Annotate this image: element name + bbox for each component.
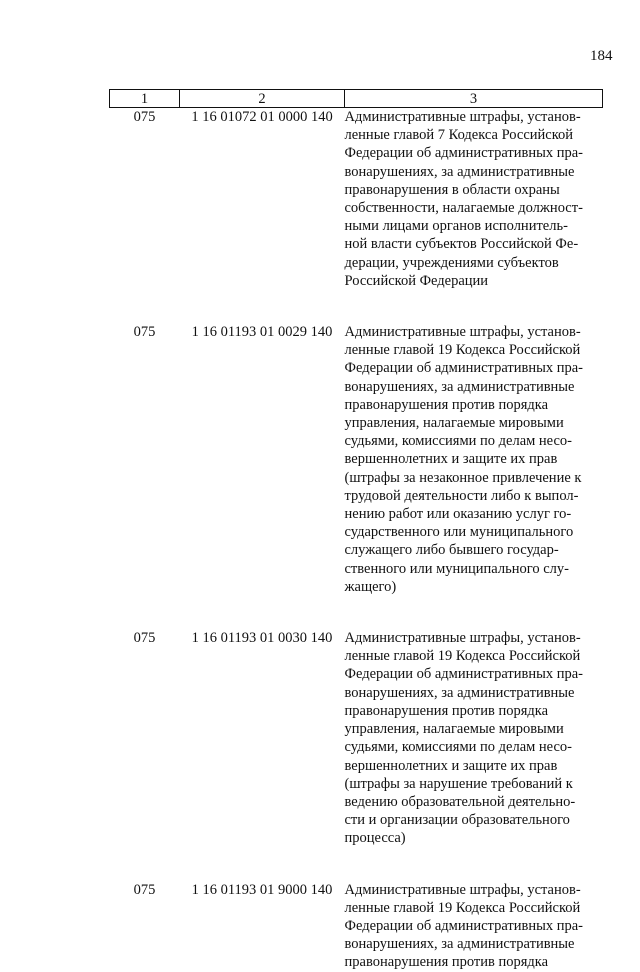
description-line: Российской Федерации xyxy=(344,272,489,289)
budget-code-cell: 1 16 01072 01 0000 140 xyxy=(191,109,333,125)
description-line: управления, налагаемые мировыми xyxy=(344,721,564,738)
description-line: (штрафы за незаконное привлечение к xyxy=(344,469,582,486)
description-line: сударственного или муниципального xyxy=(344,524,574,541)
budget-classification-table xyxy=(109,89,603,972)
description-line: (штрафы за нарушение требований к xyxy=(344,775,573,792)
table-row xyxy=(110,323,603,596)
description-line: правонарушения против порядка xyxy=(344,954,549,971)
row-spacer xyxy=(110,848,603,881)
page-number: 184 xyxy=(590,48,613,64)
admin-code-cell: 075 xyxy=(133,881,156,898)
column-header-1: 1 xyxy=(110,90,180,108)
description-line: Федерации об административных пра- xyxy=(344,360,583,377)
description-line: жащего) xyxy=(344,578,397,595)
description-line: судьями, комиссиями по делам несо- xyxy=(344,739,572,756)
description-line: ной власти субъектов Российской Фе- xyxy=(344,236,579,253)
description-line: ленные главой 19 Кодекса Российской xyxy=(344,648,581,665)
description-line: вонарушениях, за административные xyxy=(344,378,575,395)
description-line: собственности, налагаемые должност- xyxy=(344,200,583,217)
description-line: вонарушениях, за административные xyxy=(344,163,575,180)
description-line: вонарушениях, за административные xyxy=(344,936,575,953)
admin-code-cell: 075 xyxy=(133,324,156,341)
description-line: ленные главой 19 Кодекса Российской xyxy=(344,899,581,916)
description-line: трудовой деятельности либо к выпол- xyxy=(344,487,579,504)
description-cell xyxy=(345,881,603,972)
description-line: вонарушениях, за административные xyxy=(344,684,575,701)
row-spacer xyxy=(110,290,603,323)
description-line: процесса) xyxy=(344,830,406,847)
description-line: управления, налагаемые мировыми xyxy=(344,415,564,432)
description-line: ленные главой 7 Кодекса Российской xyxy=(344,127,574,144)
table-header-row xyxy=(110,90,603,108)
description-line: нению работ или оказанию услуг го- xyxy=(344,506,572,523)
description-line: Административные штрафы, установ- xyxy=(344,881,581,898)
table-row xyxy=(110,881,603,972)
budget-code-cell: 1 16 01193 01 0029 140 xyxy=(191,324,333,341)
description-line: сти и организации образовательного xyxy=(344,812,570,829)
description-cell xyxy=(345,323,603,596)
description-line: ными лицами органов исполнитель- xyxy=(344,218,568,235)
column-header-2: 2 xyxy=(180,90,345,108)
budget-code-cell: 1 16 01193 01 0030 140 xyxy=(191,630,333,647)
admin-code-cell: 075 xyxy=(133,630,156,647)
description-line: Федерации об административных пра- xyxy=(344,917,583,934)
budget-code-cell: 1 16 01193 01 9000 140 xyxy=(191,881,333,898)
description-line: Административные штрафы, установ- xyxy=(344,109,581,125)
description-cell xyxy=(345,629,603,847)
description-line: ведению образовательной деятельно- xyxy=(344,793,576,810)
description-line: ственного или муниципального слу- xyxy=(344,560,569,577)
description-line: правонарушения против порядка xyxy=(344,396,549,413)
description-line: судьями, комиссиями по делам несо- xyxy=(344,433,572,450)
table-row xyxy=(110,108,603,291)
table-row xyxy=(110,629,603,847)
description-line: Федерации об административных пра- xyxy=(344,145,583,162)
description-line: вершеннолетних и защите их прав xyxy=(344,451,558,468)
column-header-3: 3 xyxy=(345,90,603,108)
description-cell xyxy=(345,108,603,291)
description-line: Административные штрафы, установ- xyxy=(344,324,581,341)
description-line: ленные главой 19 Кодекса Российской xyxy=(344,342,581,359)
description-line: Административные штрафы, установ- xyxy=(344,630,581,647)
description-line: вершеннолетних и защите их прав xyxy=(344,757,558,774)
description-line: правонарушения против порядка xyxy=(344,702,549,719)
description-line: Федерации об административных пра- xyxy=(344,666,583,683)
admin-code-cell: 075 xyxy=(133,109,156,125)
row-spacer xyxy=(110,596,603,629)
description-line: дерации, учреждениями субъектов xyxy=(344,254,559,271)
description-line: правонарушения в области охраны xyxy=(344,181,560,198)
description-line: служащего либо бывшего государ- xyxy=(344,542,559,559)
